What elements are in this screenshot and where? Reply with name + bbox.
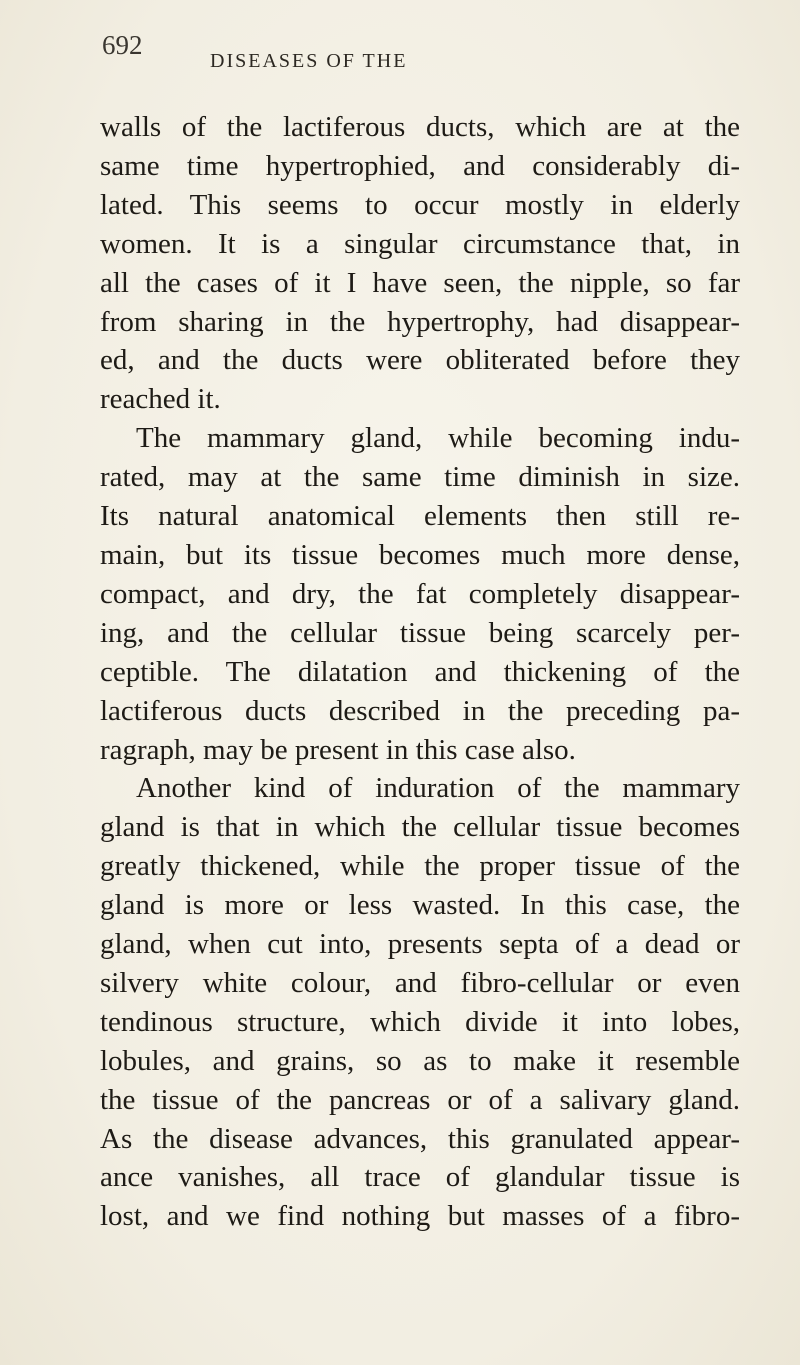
text-line: gland is more or less wasted. In this case, the [100, 889, 740, 922]
text-line: lactiferous ducts described in the preceding pa- [100, 694, 740, 727]
text-line: the tissue of the pancreas or of a salivary gland. [100, 1083, 740, 1116]
text-line: Another kind of induration of the mammary [136, 772, 740, 805]
text-line: main, but its tissue becomes much more dense, [100, 538, 740, 571]
text-line: lated. This seems to occur mostly in elderly [100, 188, 740, 221]
text-line: reached it. [100, 383, 221, 416]
text-line: greatly thickened, while the proper tissue of the [100, 850, 740, 883]
text-line: women. It is a singular circumstance that, in [100, 227, 740, 260]
text-line: all the cases of it I have seen, the nipple, so far [100, 266, 740, 299]
paragraph-3 [100, 769, 740, 1236]
text-line: silvery white colour, and fibro-cellular or even [100, 966, 740, 999]
text-line: same time hypertrophied, and considerably di- [100, 149, 740, 182]
body-text [100, 108, 740, 1236]
text-line: ceptible. The dilatation and thickening of the [100, 655, 740, 688]
text-line: gland is that in which the cellular tissue becomes [100, 811, 740, 844]
text-line: lost, and we find nothing but masses of a fibro- [100, 1200, 740, 1233]
text-line: ragraph, may be present in this case also. [100, 733, 576, 766]
text-line: rated, may at the same time diminish in size. [100, 461, 740, 494]
paragraph-1 [100, 108, 740, 419]
text-line: walls of the lactiferous ducts, which are at the [100, 111, 740, 143]
text-line: Its natural anatomical elements then still re- [100, 500, 740, 533]
paragraph-2 [100, 419, 740, 769]
text-line: The mammary gland, while becoming indu- [136, 422, 740, 455]
text-line: compact, and dry, the fat completely disappear- [100, 577, 740, 610]
text-line: As the disease advances, this granulated appear- [100, 1122, 740, 1155]
text-line: ed, and the ducts were obliterated before they [100, 344, 740, 377]
text-line: ance vanishes, all trace of glandular tissue is [100, 1161, 740, 1194]
text-line: ing, and the cellular tissue being scarcely per- [100, 616, 740, 649]
text-line: lobules, and grains, so as to make it resemble [100, 1044, 740, 1077]
text-line: tendinous structure, which divide it into lobes, [100, 1005, 740, 1038]
page-number: 692 [102, 30, 143, 60]
text-line: from sharing in the hypertrophy, had disappear- [100, 305, 740, 338]
running-head: DISEASES OF THE [210, 50, 408, 72]
text-line: gland, when cut into, presents septa of a dead or [100, 928, 740, 961]
